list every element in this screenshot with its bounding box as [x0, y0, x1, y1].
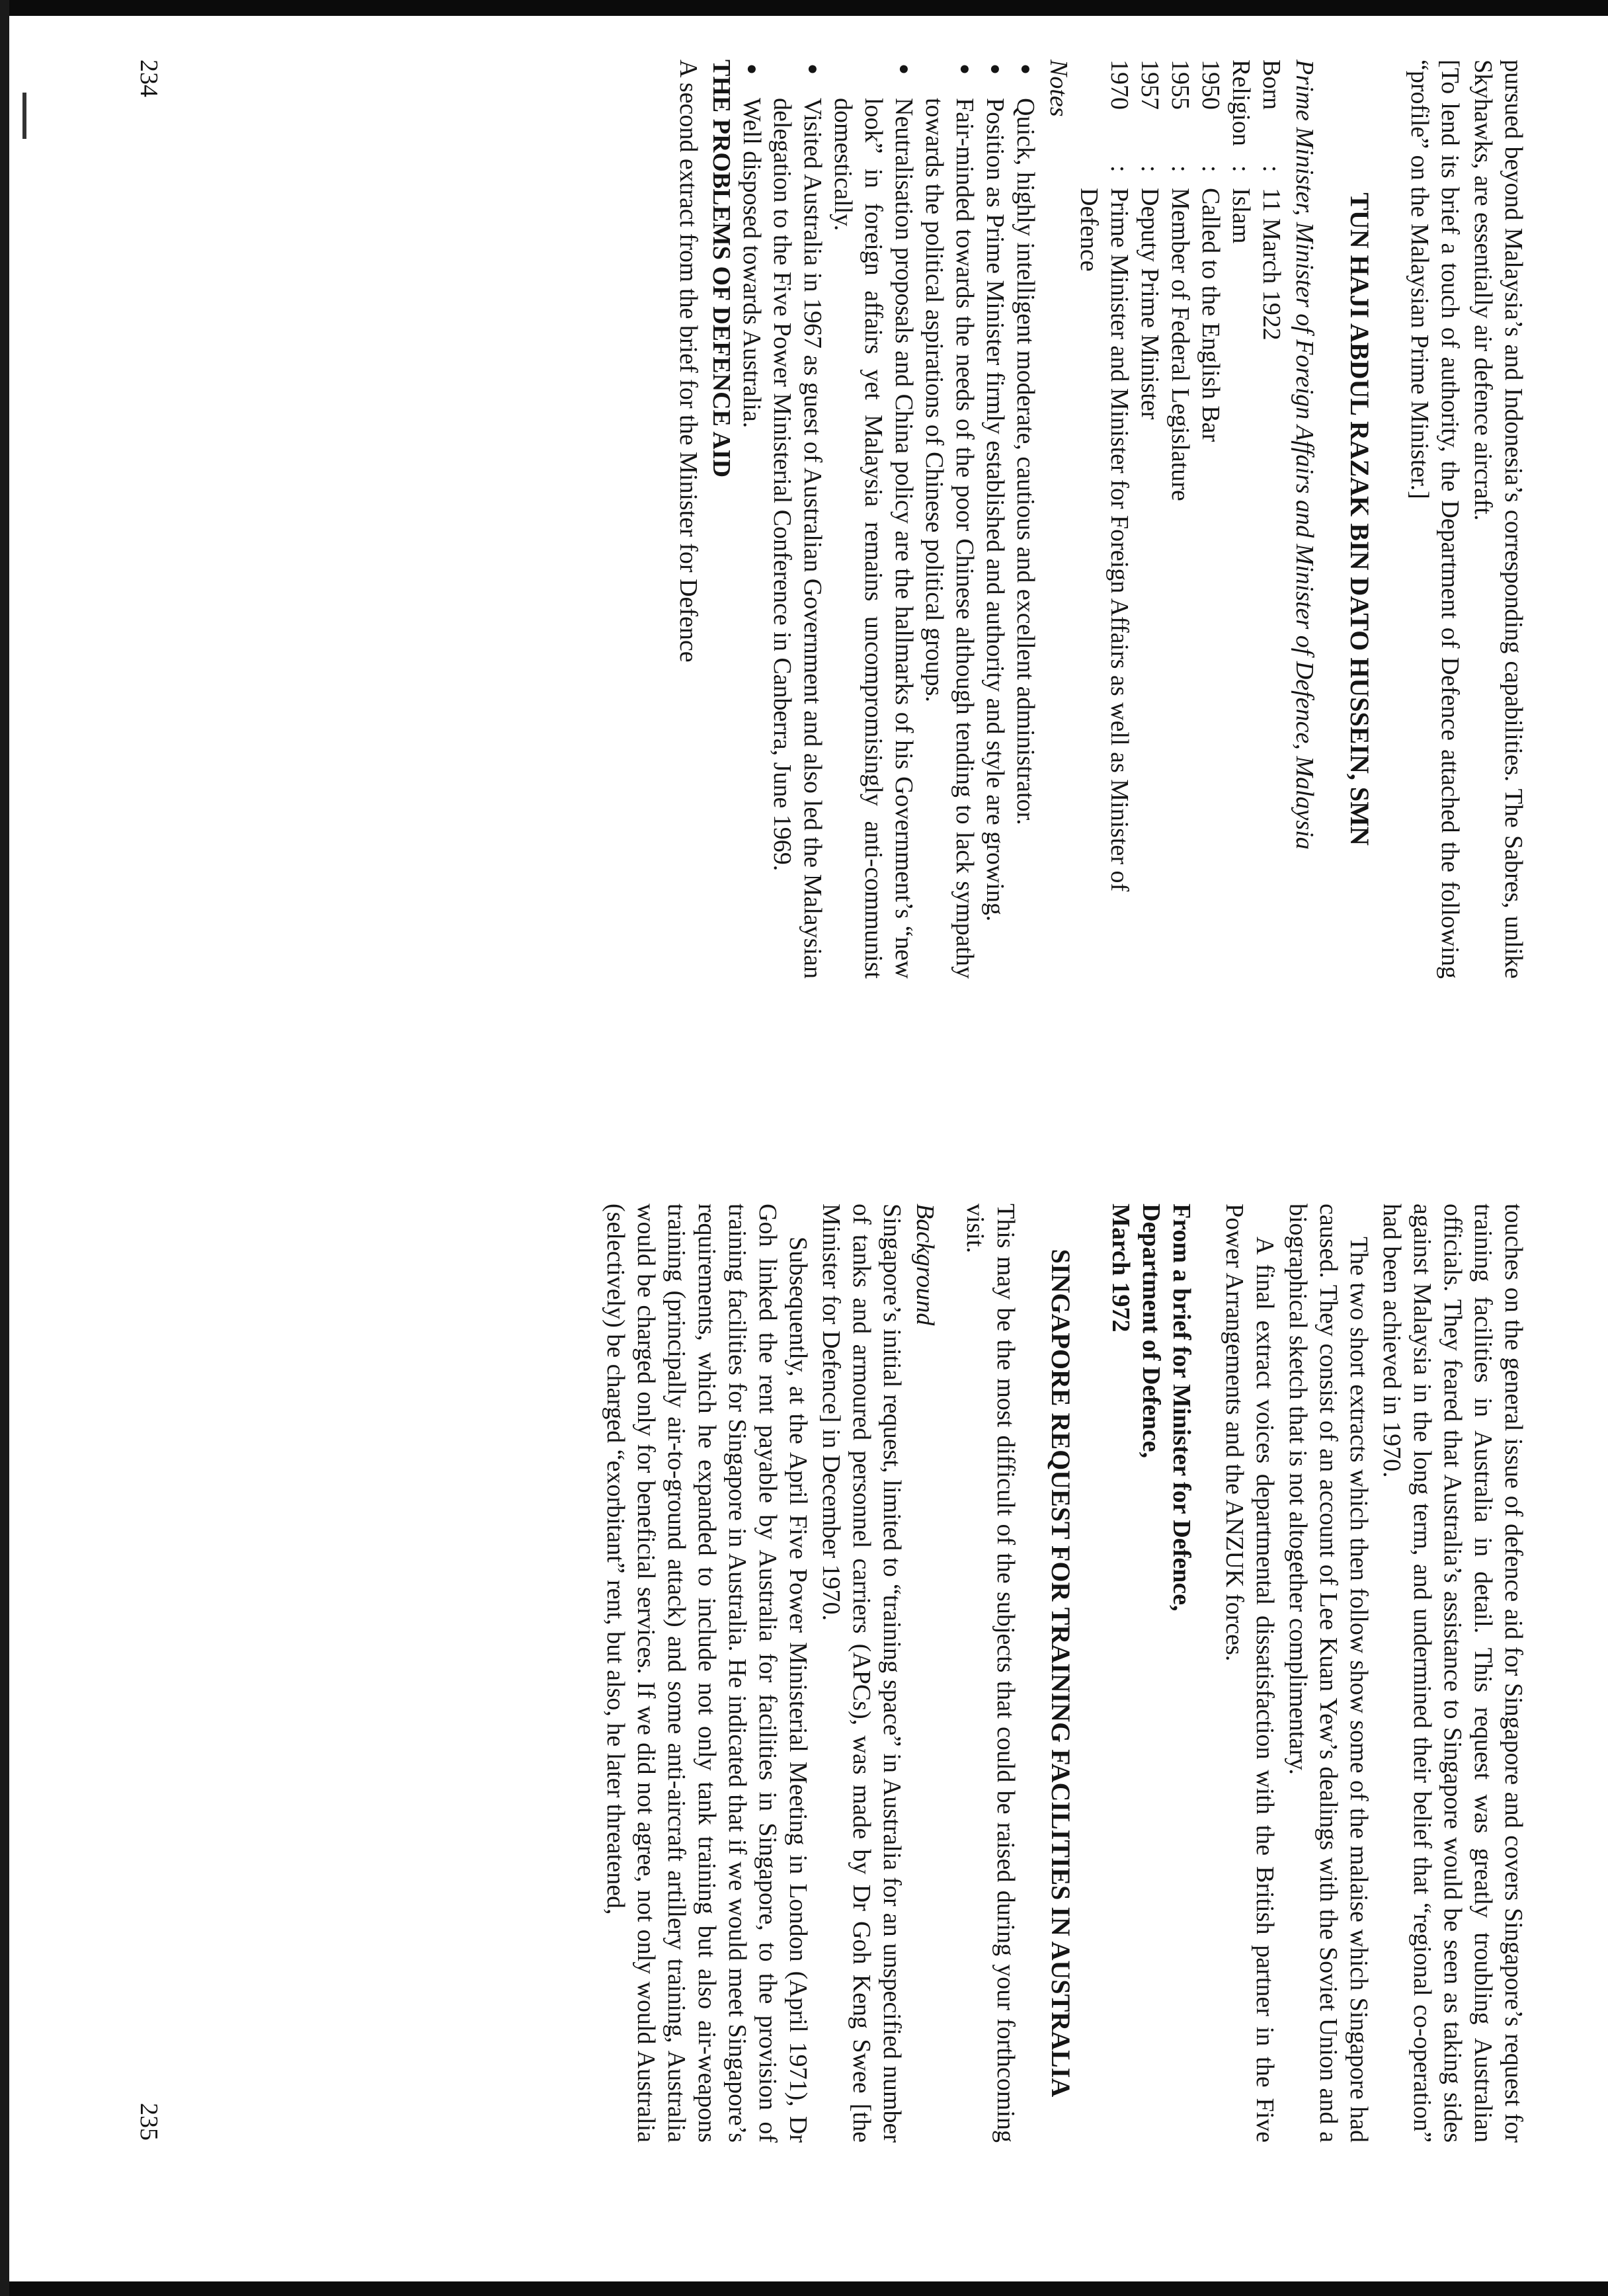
bio-value: Islam [1227, 188, 1255, 244]
page-number-right: 235 [135, 2103, 163, 2141]
source-block [1106, 1204, 1197, 2143]
right-paragraph-2: The two short extracts which then follow show some of the malaise which Singapore had caused. They consist of an account of Lee Kuan Yew’s dealings with the Soviet Union and a biographical sketch that is not altogether complimentary. [1284, 1204, 1373, 2143]
bio-sep: : [1106, 165, 1133, 173]
notes-title: Notes [1045, 60, 1072, 117]
bio-key: 1955 [1166, 60, 1194, 110]
section-heading: THE PROBLEMS OF DEFENCE AID [707, 60, 735, 478]
note-item: ● Quick, highly intelligent moderate, cautious and excellent administrator. [1010, 60, 1041, 979]
bio-key: 1950 [1197, 60, 1225, 110]
note-item: ● Position as Prime Minister firmly established and authority and style are growing. [980, 60, 1010, 979]
section-text: A second extract from the brief for the Minister for Defence [674, 60, 702, 663]
bio-value: Prime Minister and Minister for Foreign Affairs as well as Minister of Defence [1075, 188, 1133, 892]
bio-key: Religion [1227, 60, 1255, 146]
source-line: March 1972 [1107, 1204, 1135, 1332]
bio-key: 1970 [1106, 60, 1133, 110]
right-page-column [598, 1204, 1529, 2143]
intro-paragraph: This may be the most difficult of the subjects that could be raised during your forthcoming visit. [961, 1204, 1020, 2143]
biography-list [1074, 60, 1287, 979]
left-page-column [670, 60, 1529, 979]
bio-sep: : [1197, 165, 1225, 173]
bio-value: Called to the English Bar [1197, 188, 1225, 442]
note-item: ● Well disposed towards Australia. [737, 60, 767, 979]
profile-heading: TUN HAJI ABDUL RAZAK BIN DATO HUSSEIN, SMN [1345, 192, 1375, 846]
note-item: ● Visited Australia in 1967 as guest of Australian Government and also led the Malaysian delegation to the Five Power Ministerial Conference in Canberra, June 1969. [767, 60, 828, 979]
bio-sep: : [1166, 165, 1194, 173]
profile-role: Prime Minister, Minister of Foreign Affairs and Minister of Defence, Malaysia [1291, 60, 1318, 850]
right-paragraph-1: touches on the general issue of defence aid for Singapore and covers Singapore’s request for training facilities in Australia in detail. This request was greatly troubling Australian officials. They feared that Australia’s assistance to Singapore would be seen as taking sides against Malaysia in the long term, and undermined their belief that “regional co-operation” had been achieved in 1970. [1378, 1204, 1527, 2143]
source-line: Department of Defence, [1137, 1204, 1165, 1459]
bio-sep: : [1227, 165, 1255, 173]
background-paragraph-2: Subsequently, at the April Five Power Ministerial Meeting in London (April 1971), Dr Goh linked the rent payable by Australia for facilities in Singapore, to the provision of training facilities for Singapore in Australia. He indicated that if we would meet Singapore’s requirements, which he expanded to include not only tank training but also air-weapons training (principally air-to-ground attack) and some anti-aircraft artillery training, Australia would be charged only for beneficial services. If we did not agree, not only would Australia (selectively) be charged “exorbitant” rent, but also, he later threatened, [602, 1204, 812, 2143]
background-paragraph-1: Singapore’s initial request, limited to “training space” in Australia for an unspecified number of tanks and armoured personnel carriers (APCs), was made by Dr Goh Keng Swee [the Minister for Defence] in December 1970. [817, 1204, 906, 2143]
notes-list [737, 60, 1041, 979]
bio-key: 1957 [1136, 60, 1164, 110]
note-item: ● Fair-minded towards the needs of the poor Chinese although tending to lack sympathy towards the political aspirations of Chinese political groups. [919, 60, 980, 979]
bio-value: Deputy Prime Minister [1136, 188, 1164, 420]
background-title: Background [911, 1204, 939, 1326]
source-line: From a brief for Minister for Defence, [1168, 1204, 1195, 1612]
bio-value: 11 March 1922 [1258, 188, 1285, 341]
right-paragraph-3: A final extract voices departmental dissatisfaction with the British partner in the Five Power Arrangements and the ANZUK forces. [1221, 1204, 1279, 2143]
note-item: ● Neutralisation proposals and China policy are the hallmarks of his Government’s “new look” in foreign affairs yet Malaysia remains uncompromisingly anti-communist domestically. [828, 60, 919, 979]
left-paragraph-2: [To lend its brief a touch of authority, the Department of Defence attached the following “profile” on the Malaysian Prime Minister.] [1406, 60, 1464, 979]
section-heading-right: SINGAPORE REQUEST FOR TRAINING FACILITIES IN AUSTRALIA [1046, 1249, 1076, 2098]
bio-sep: : [1258, 165, 1285, 173]
bio-value: Member of Federal Legislature [1166, 188, 1194, 501]
page-number-left: 234 [135, 60, 163, 97]
bio-sep: : [1136, 165, 1164, 173]
bio-key: Born [1258, 60, 1285, 110]
left-paragraph-1: pursued beyond Malaysia’s and Indonesia’s corresponding capabilities. The Sabres, unlike Skyhawks, are essentially air defence aircraft. [1469, 60, 1527, 979]
